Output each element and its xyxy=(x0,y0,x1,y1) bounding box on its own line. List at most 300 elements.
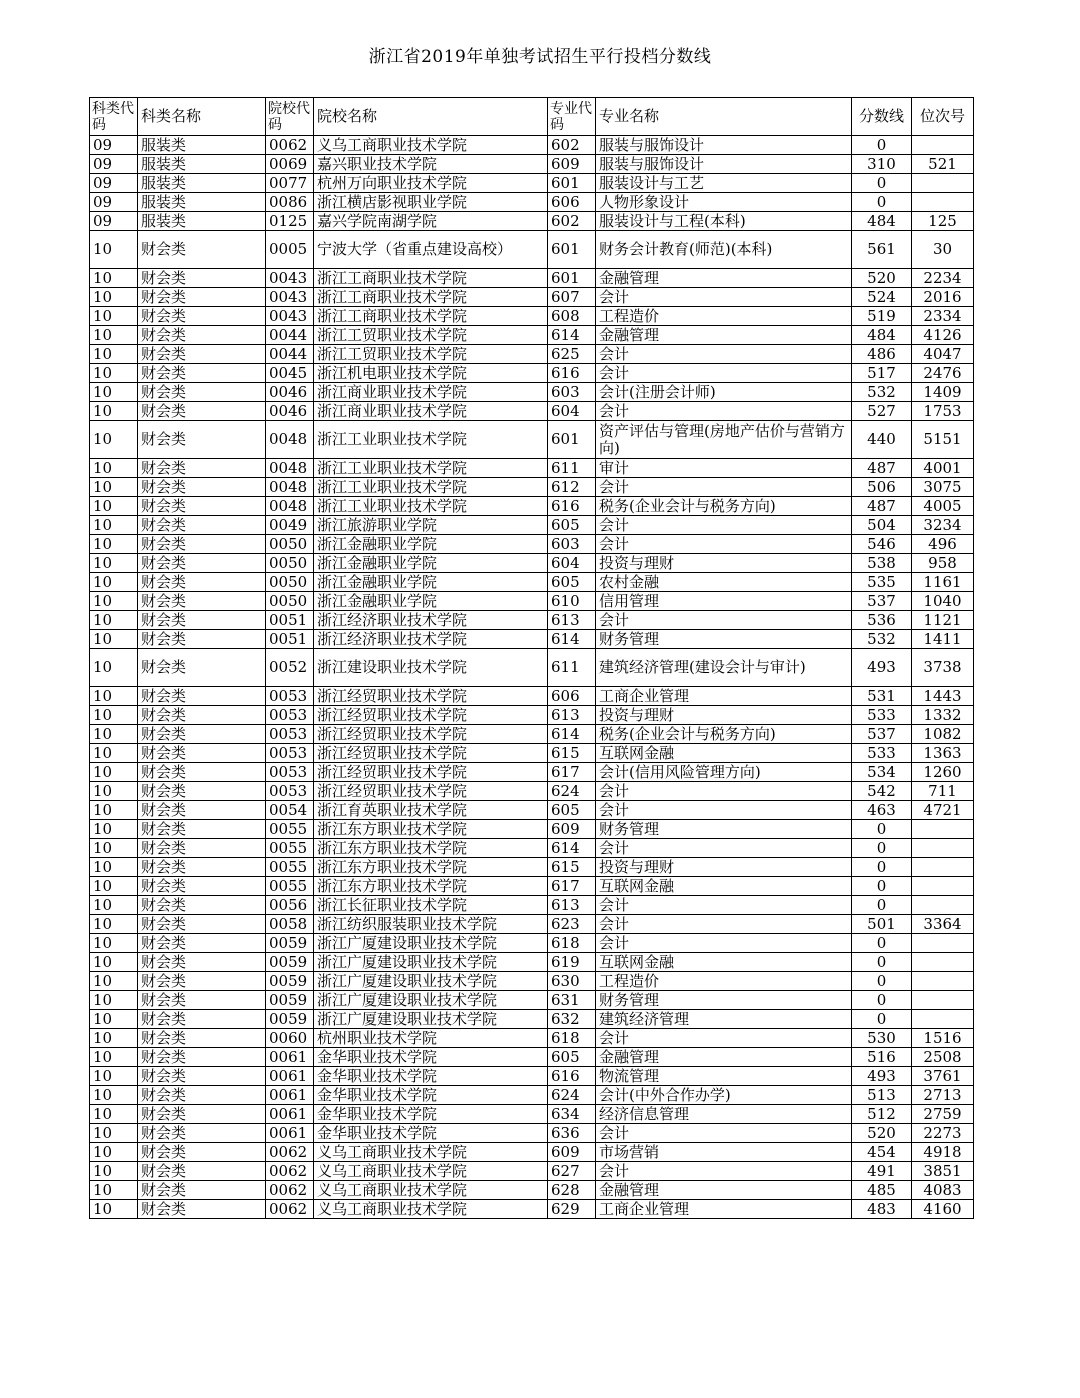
cell-major-code: 614 xyxy=(548,326,596,345)
cell-score-line: 533 xyxy=(852,744,912,763)
cell-rank: 496 xyxy=(912,535,974,554)
header-rank: 位次号 xyxy=(912,98,974,136)
cell-school-code: 0061 xyxy=(266,1086,314,1105)
cell-major-code: 604 xyxy=(548,554,596,573)
cell-school-name: 浙江工业职业技术学院 xyxy=(314,459,548,478)
cell-category-code: 10 xyxy=(90,459,138,478)
cell-score-line: 520 xyxy=(852,269,912,288)
cell-major-code: 609 xyxy=(548,155,596,174)
cell-school-name: 金华职业技术学院 xyxy=(314,1105,548,1124)
cell-score-line: 534 xyxy=(852,763,912,782)
cell-school-code: 0062 xyxy=(266,1143,314,1162)
cell-category-code: 10 xyxy=(90,288,138,307)
cell-score-line: 538 xyxy=(852,554,912,573)
cell-rank: 1411 xyxy=(912,630,974,649)
cell-category-name: 服装类 xyxy=(138,174,266,193)
cell-major-code: 630 xyxy=(548,972,596,991)
cell-major-code: 611 xyxy=(548,459,596,478)
cell-school-name: 义乌工商职业技术学院 xyxy=(314,1200,548,1219)
cell-rank: 1082 xyxy=(912,725,974,744)
cell-category-code: 09 xyxy=(90,193,138,212)
cell-category-name: 财会类 xyxy=(138,1029,266,1048)
cell-rank: 1409 xyxy=(912,383,974,402)
cell-category-name: 财会类 xyxy=(138,516,266,535)
cell-rank: 4721 xyxy=(912,801,974,820)
cell-school-code: 0051 xyxy=(266,611,314,630)
table-row xyxy=(90,649,974,687)
cell-category-name: 财会类 xyxy=(138,231,266,269)
table-row xyxy=(90,1067,974,1086)
cell-major-code: 617 xyxy=(548,763,596,782)
cell-major-name: 农村金融 xyxy=(596,573,852,592)
cell-score-line: 501 xyxy=(852,915,912,934)
cell-score-line: 516 xyxy=(852,1048,912,1067)
cell-school-name: 宁波大学（省重点建设高校） xyxy=(314,231,548,269)
cell-school-name: 浙江金融职业学院 xyxy=(314,573,548,592)
table-row xyxy=(90,421,974,459)
cell-category-code: 10 xyxy=(90,573,138,592)
cell-school-code: 0048 xyxy=(266,459,314,478)
cell-school-code: 0053 xyxy=(266,744,314,763)
cell-category-code: 10 xyxy=(90,744,138,763)
cell-major-code: 627 xyxy=(548,1162,596,1181)
table-row xyxy=(90,1124,974,1143)
cell-school-code: 0062 xyxy=(266,1200,314,1219)
cell-score-line: 517 xyxy=(852,364,912,383)
cell-school-code: 0046 xyxy=(266,402,314,421)
cell-category-name: 服装类 xyxy=(138,136,266,155)
cell-school-code: 0044 xyxy=(266,345,314,364)
cell-major-name: 投资与理财 xyxy=(596,554,852,573)
cell-rank: 3364 xyxy=(912,915,974,934)
table-row xyxy=(90,459,974,478)
cell-rank: 3738 xyxy=(912,649,974,687)
cell-category-code: 10 xyxy=(90,535,138,554)
cell-school-name: 义乌工商职业技术学院 xyxy=(314,1143,548,1162)
cell-school-name: 浙江广厦建设职业技术学院 xyxy=(314,934,548,953)
table-row xyxy=(90,1105,974,1124)
cell-major-code: 614 xyxy=(548,725,596,744)
cell-category-code: 10 xyxy=(90,497,138,516)
cell-category-code: 10 xyxy=(90,1010,138,1029)
cell-school-code: 0125 xyxy=(266,212,314,231)
table-row xyxy=(90,1200,974,1219)
cell-rank xyxy=(912,934,974,953)
table-row xyxy=(90,1029,974,1048)
cell-school-code: 0046 xyxy=(266,383,314,402)
cell-school-name: 浙江东方职业技术学院 xyxy=(314,839,548,858)
cell-category-name: 财会类 xyxy=(138,820,266,839)
cell-category-name: 财会类 xyxy=(138,972,266,991)
cell-category-code: 10 xyxy=(90,706,138,725)
cell-rank: 2476 xyxy=(912,364,974,383)
cell-major-name: 会计(注册会计师) xyxy=(596,383,852,402)
cell-rank: 4160 xyxy=(912,1200,974,1219)
cell-category-name: 财会类 xyxy=(138,326,266,345)
table-row xyxy=(90,896,974,915)
cell-category-name: 财会类 xyxy=(138,915,266,934)
cell-score-line: 483 xyxy=(852,1200,912,1219)
cell-school-code: 0060 xyxy=(266,1029,314,1048)
cell-school-name: 杭州职业技术学院 xyxy=(314,1029,548,1048)
cell-major-code: 612 xyxy=(548,478,596,497)
cell-score-line: 485 xyxy=(852,1181,912,1200)
cell-category-code: 09 xyxy=(90,174,138,193)
cell-school-name: 浙江经贸职业技术学院 xyxy=(314,744,548,763)
cell-rank xyxy=(912,991,974,1010)
cell-rank xyxy=(912,953,974,972)
table-row xyxy=(90,839,974,858)
cell-category-name: 服装类 xyxy=(138,212,266,231)
cell-school-name: 浙江工业职业技术学院 xyxy=(314,421,548,459)
cell-major-name: 金融管理 xyxy=(596,269,852,288)
cell-rank: 2508 xyxy=(912,1048,974,1067)
cell-category-name: 财会类 xyxy=(138,934,266,953)
cell-score-line: 524 xyxy=(852,288,912,307)
cell-score-line: 484 xyxy=(852,326,912,345)
cell-major-name: 会计 xyxy=(596,1029,852,1048)
cell-category-code: 10 xyxy=(90,269,138,288)
cell-score-line: 533 xyxy=(852,706,912,725)
cell-school-name: 浙江东方职业技术学院 xyxy=(314,877,548,896)
cell-category-name: 财会类 xyxy=(138,1124,266,1143)
cell-major-name: 服装与服饰设计 xyxy=(596,136,852,155)
cell-rank xyxy=(912,193,974,212)
cell-school-name: 嘉兴职业技术学院 xyxy=(314,155,548,174)
cell-major-code: 634 xyxy=(548,1105,596,1124)
cell-category-name: 财会类 xyxy=(138,1181,266,1200)
cell-school-name: 浙江建设职业技术学院 xyxy=(314,649,548,687)
cell-major-code: 601 xyxy=(548,269,596,288)
cell-category-name: 财会类 xyxy=(138,896,266,915)
cell-school-code: 0059 xyxy=(266,991,314,1010)
table-header-row xyxy=(90,98,974,136)
cell-category-code: 10 xyxy=(90,687,138,706)
cell-category-code: 10 xyxy=(90,630,138,649)
cell-major-name: 会计 xyxy=(596,1124,852,1143)
cell-school-code: 0086 xyxy=(266,193,314,212)
cell-major-code: 613 xyxy=(548,706,596,725)
cell-score-line: 506 xyxy=(852,478,912,497)
cell-school-code: 0077 xyxy=(266,174,314,193)
cell-major-code: 614 xyxy=(548,839,596,858)
cell-category-code: 10 xyxy=(90,915,138,934)
cell-score-line: 546 xyxy=(852,535,912,554)
cell-major-name: 会计 xyxy=(596,402,852,421)
cell-score-line: 520 xyxy=(852,1124,912,1143)
cell-rank: 4047 xyxy=(912,345,974,364)
table-row xyxy=(90,877,974,896)
cell-school-code: 0055 xyxy=(266,820,314,839)
cell-school-code: 0062 xyxy=(266,1162,314,1181)
table-row xyxy=(90,554,974,573)
cell-school-name: 浙江工商职业技术学院 xyxy=(314,307,548,326)
cell-school-name: 金华职业技术学院 xyxy=(314,1086,548,1105)
header-school-code: 院校代码 xyxy=(266,98,314,136)
cell-major-name: 投资与理财 xyxy=(596,706,852,725)
cell-rank: 1260 xyxy=(912,763,974,782)
table-row xyxy=(90,478,974,497)
cell-rank: 1363 xyxy=(912,744,974,763)
cell-school-name: 浙江东方职业技术学院 xyxy=(314,820,548,839)
cell-school-code: 0059 xyxy=(266,972,314,991)
cell-score-line: 531 xyxy=(852,687,912,706)
cell-school-code: 0056 xyxy=(266,896,314,915)
cell-rank: 1516 xyxy=(912,1029,974,1048)
cell-school-name: 浙江工贸职业技术学院 xyxy=(314,345,548,364)
cell-rank: 4001 xyxy=(912,459,974,478)
table-row xyxy=(90,497,974,516)
cell-school-name: 杭州万向职业技术学院 xyxy=(314,174,548,193)
table-row xyxy=(90,991,974,1010)
cell-category-name: 财会类 xyxy=(138,383,266,402)
cell-category-name: 财会类 xyxy=(138,1105,266,1124)
table-row xyxy=(90,307,974,326)
header-major-code: 专业代码 xyxy=(548,98,596,136)
cell-school-name: 浙江纺织服装职业技术学院 xyxy=(314,915,548,934)
cell-rank: 3761 xyxy=(912,1067,974,1086)
cell-school-name: 浙江金融职业学院 xyxy=(314,592,548,611)
cell-school-name: 浙江经贸职业技术学院 xyxy=(314,725,548,744)
cell-category-code: 10 xyxy=(90,307,138,326)
cell-major-name: 物流管理 xyxy=(596,1067,852,1086)
cell-rank: 2234 xyxy=(912,269,974,288)
cell-major-name: 会计 xyxy=(596,896,852,915)
cell-school-code: 0054 xyxy=(266,801,314,820)
cell-score-line: 561 xyxy=(852,231,912,269)
table-row xyxy=(90,801,974,820)
cell-major-name: 会计 xyxy=(596,915,852,934)
cell-school-code: 0053 xyxy=(266,763,314,782)
table-row xyxy=(90,1162,974,1181)
cell-major-code: 616 xyxy=(548,364,596,383)
cell-school-code: 0062 xyxy=(266,1181,314,1200)
cell-school-name: 浙江广厦建设职业技术学院 xyxy=(314,1010,548,1029)
cell-school-name: 浙江经济职业技术学院 xyxy=(314,611,548,630)
cell-category-name: 财会类 xyxy=(138,706,266,725)
table-row xyxy=(90,516,974,535)
cell-category-name: 财会类 xyxy=(138,269,266,288)
table-row xyxy=(90,535,974,554)
cell-school-name: 义乌工商职业技术学院 xyxy=(314,136,548,155)
cell-category-name: 财会类 xyxy=(138,858,266,877)
cell-score-line: 0 xyxy=(852,820,912,839)
cell-school-name: 浙江东方职业技术学院 xyxy=(314,858,548,877)
table-row xyxy=(90,1086,974,1105)
cell-category-name: 财会类 xyxy=(138,687,266,706)
cell-school-name: 浙江工商职业技术学院 xyxy=(314,288,548,307)
cell-score-line: 0 xyxy=(852,174,912,193)
cell-rank xyxy=(912,877,974,896)
cell-major-code: 605 xyxy=(548,801,596,820)
cell-score-line: 0 xyxy=(852,839,912,858)
cell-major-name: 会计 xyxy=(596,801,852,820)
cell-major-code: 618 xyxy=(548,1029,596,1048)
table-row xyxy=(90,364,974,383)
table-row xyxy=(90,934,974,953)
cell-major-code: 615 xyxy=(548,858,596,877)
cell-score-line: 491 xyxy=(852,1162,912,1181)
cell-rank: 1443 xyxy=(912,687,974,706)
cell-major-code: 603 xyxy=(548,383,596,402)
cell-major-name: 工程造价 xyxy=(596,307,852,326)
cell-category-name: 财会类 xyxy=(138,573,266,592)
cell-rank: 1753 xyxy=(912,402,974,421)
table-row xyxy=(90,1143,974,1162)
cell-category-code: 09 xyxy=(90,212,138,231)
cell-rank: 958 xyxy=(912,554,974,573)
cell-score-line: 513 xyxy=(852,1086,912,1105)
cell-category-code: 10 xyxy=(90,972,138,991)
cell-school-name: 浙江经济职业技术学院 xyxy=(314,630,548,649)
cell-school-name: 浙江经贸职业技术学院 xyxy=(314,782,548,801)
cell-category-code: 10 xyxy=(90,231,138,269)
table-row xyxy=(90,155,974,174)
cell-school-name: 浙江旅游职业学院 xyxy=(314,516,548,535)
table-row xyxy=(90,782,974,801)
cell-category-code: 10 xyxy=(90,801,138,820)
score-table xyxy=(89,97,974,1219)
cell-score-line: 0 xyxy=(852,193,912,212)
cell-score-line: 463 xyxy=(852,801,912,820)
table-row xyxy=(90,611,974,630)
table-row xyxy=(90,402,974,421)
cell-major-code: 624 xyxy=(548,782,596,801)
cell-major-code: 605 xyxy=(548,573,596,592)
cell-major-name: 会计(信用风险管理方向) xyxy=(596,763,852,782)
header-school-name: 院校名称 xyxy=(314,98,548,136)
cell-category-name: 财会类 xyxy=(138,1086,266,1105)
cell-major-code: 623 xyxy=(548,915,596,934)
cell-major-name: 会计 xyxy=(596,934,852,953)
table-row xyxy=(90,269,974,288)
cell-category-code: 10 xyxy=(90,1181,138,1200)
table-row xyxy=(90,706,974,725)
cell-rank: 3075 xyxy=(912,478,974,497)
cell-category-code: 10 xyxy=(90,877,138,896)
cell-score-line: 537 xyxy=(852,592,912,611)
cell-major-name: 税务(企业会计与税务方向) xyxy=(596,497,852,516)
cell-major-name: 金融管理 xyxy=(596,1181,852,1200)
cell-school-code: 0050 xyxy=(266,535,314,554)
cell-category-code: 10 xyxy=(90,1029,138,1048)
cell-category-name: 财会类 xyxy=(138,402,266,421)
cell-major-name: 税务(企业会计与税务方向) xyxy=(596,725,852,744)
cell-category-name: 财会类 xyxy=(138,554,266,573)
cell-category-code: 10 xyxy=(90,554,138,573)
table-row xyxy=(90,630,974,649)
cell-school-code: 0043 xyxy=(266,288,314,307)
cell-school-name: 金华职业技术学院 xyxy=(314,1124,548,1143)
cell-school-name: 浙江横店影视职业学院 xyxy=(314,193,548,212)
table-row xyxy=(90,744,974,763)
cell-major-name: 审计 xyxy=(596,459,852,478)
cell-score-line: 0 xyxy=(852,953,912,972)
cell-score-line: 512 xyxy=(852,1105,912,1124)
cell-major-code: 602 xyxy=(548,212,596,231)
cell-major-code: 605 xyxy=(548,516,596,535)
cell-major-code: 601 xyxy=(548,174,596,193)
cell-major-code: 613 xyxy=(548,896,596,915)
cell-major-code: 628 xyxy=(548,1181,596,1200)
cell-school-code: 0061 xyxy=(266,1048,314,1067)
cell-category-name: 财会类 xyxy=(138,782,266,801)
cell-score-line: 536 xyxy=(852,611,912,630)
header-category-name: 科类名称 xyxy=(138,98,266,136)
table-row xyxy=(90,136,974,155)
cell-major-name: 会计 xyxy=(596,535,852,554)
cell-category-code: 10 xyxy=(90,421,138,459)
cell-category-code: 10 xyxy=(90,1105,138,1124)
table-row xyxy=(90,383,974,402)
cell-category-code: 10 xyxy=(90,326,138,345)
cell-school-name: 浙江机电职业技术学院 xyxy=(314,364,548,383)
cell-major-name: 会计 xyxy=(596,345,852,364)
cell-score-line: 532 xyxy=(852,630,912,649)
cell-major-name: 金融管理 xyxy=(596,1048,852,1067)
cell-school-code: 0055 xyxy=(266,839,314,858)
cell-category-name: 财会类 xyxy=(138,649,266,687)
cell-category-code: 10 xyxy=(90,611,138,630)
cell-category-name: 财会类 xyxy=(138,535,266,554)
cell-category-code: 10 xyxy=(90,991,138,1010)
cell-major-name: 服装与服饰设计 xyxy=(596,155,852,174)
table-row xyxy=(90,345,974,364)
cell-category-name: 财会类 xyxy=(138,307,266,326)
cell-rank: 3234 xyxy=(912,516,974,535)
cell-score-line: 493 xyxy=(852,649,912,687)
cell-major-name: 工程造价 xyxy=(596,972,852,991)
cell-score-line: 0 xyxy=(852,1010,912,1029)
cell-category-name: 财会类 xyxy=(138,288,266,307)
cell-major-name: 会计 xyxy=(596,839,852,858)
cell-rank xyxy=(912,839,974,858)
cell-rank: 125 xyxy=(912,212,974,231)
cell-major-name: 人物形象设计 xyxy=(596,193,852,212)
cell-score-line: 537 xyxy=(852,725,912,744)
cell-school-code: 0048 xyxy=(266,421,314,459)
cell-category-name: 财会类 xyxy=(138,459,266,478)
cell-school-name: 义乌工商职业技术学院 xyxy=(314,1162,548,1181)
cell-score-line: 0 xyxy=(852,991,912,1010)
cell-category-code: 10 xyxy=(90,1086,138,1105)
cell-school-code: 0051 xyxy=(266,630,314,649)
cell-category-name: 财会类 xyxy=(138,478,266,497)
cell-category-name: 财会类 xyxy=(138,1010,266,1029)
cell-rank: 1040 xyxy=(912,592,974,611)
cell-category-code: 10 xyxy=(90,896,138,915)
cell-major-code: 606 xyxy=(548,687,596,706)
cell-school-name: 浙江长征职业技术学院 xyxy=(314,896,548,915)
cell-score-line: 487 xyxy=(852,459,912,478)
table-row xyxy=(90,326,974,345)
table-row xyxy=(90,1010,974,1029)
cell-major-name: 互联网金融 xyxy=(596,877,852,896)
cell-school-code: 0059 xyxy=(266,934,314,953)
table-row xyxy=(90,592,974,611)
cell-major-name: 资产评估与管理(房地产估价与营销方向) xyxy=(596,421,852,459)
cell-major-name: 财务管理 xyxy=(596,630,852,649)
cell-category-name: 财会类 xyxy=(138,991,266,1010)
table-row xyxy=(90,288,974,307)
table-row xyxy=(90,820,974,839)
cell-rank xyxy=(912,174,974,193)
cell-major-code: 607 xyxy=(548,288,596,307)
cell-category-name: 财会类 xyxy=(138,421,266,459)
cell-category-name: 财会类 xyxy=(138,611,266,630)
cell-major-name: 经济信息管理 xyxy=(596,1105,852,1124)
cell-major-code: 610 xyxy=(548,592,596,611)
